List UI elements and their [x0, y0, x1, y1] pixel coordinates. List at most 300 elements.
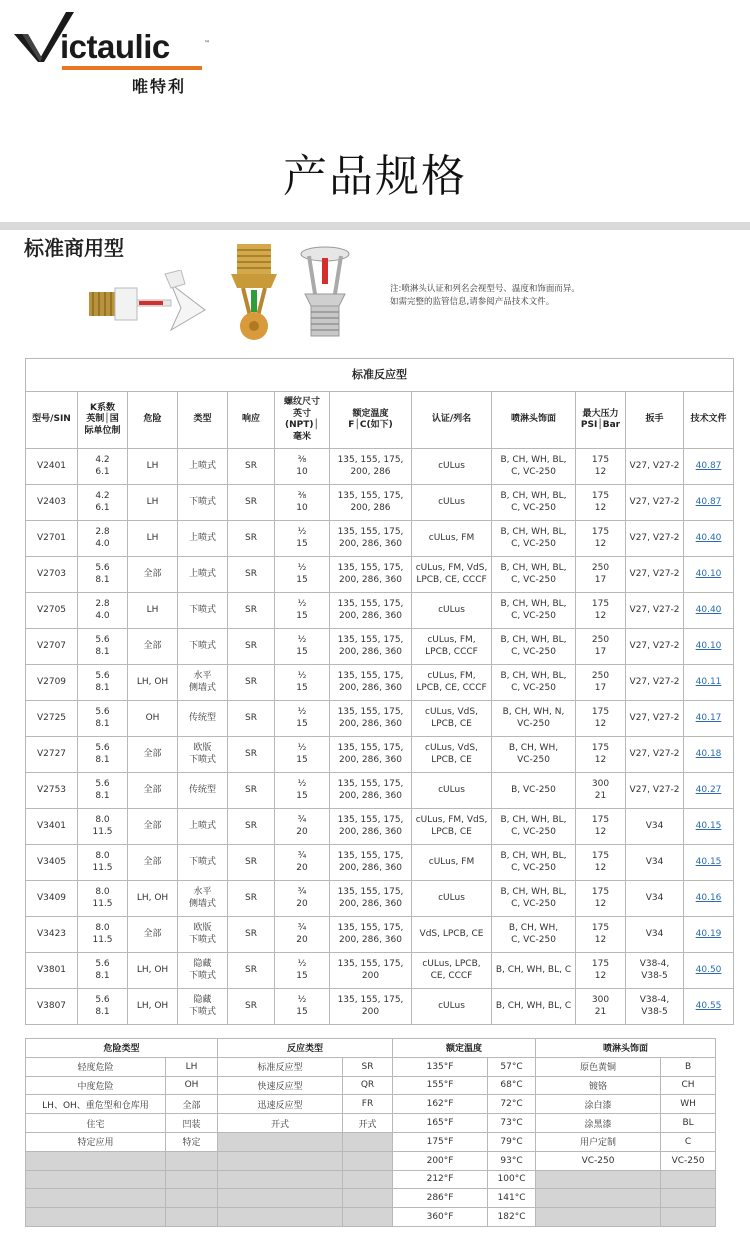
tech-doc-link[interactable]: 40.15: [695, 856, 722, 867]
cell-finish-line: B, CH, WH, BL, C: [495, 1000, 572, 1011]
legend-temp-f: 155°F: [393, 1076, 488, 1095]
tech-doc-link[interactable]: 40.87: [695, 496, 722, 507]
legend-finish-code: VC-250: [661, 1151, 716, 1170]
cell-model-line: V2703: [36, 568, 67, 579]
cell-temperature: [330, 845, 412, 881]
legend-header-temperature: 额定温度: [393, 1039, 536, 1058]
cell-listing-line: cULus: [438, 496, 465, 507]
cell-pressure-line: 12: [594, 862, 607, 873]
cell-wrench-line: V27, V27-2: [629, 460, 680, 471]
cell-thread-line: 20: [296, 898, 308, 909]
cell-response-line: SR: [245, 1000, 257, 1011]
legend-row: [26, 1114, 716, 1133]
cell-hazard: [128, 557, 178, 593]
cell-doc[interactable]: [684, 989, 734, 1025]
cell-wrench-line: V34: [645, 892, 664, 903]
cell-response: [228, 485, 275, 521]
cell-k-factor: [78, 917, 128, 953]
cell-response: [228, 701, 275, 737]
cell-doc[interactable]: [684, 557, 734, 593]
cell-thread-line: 15: [296, 790, 308, 801]
legend-finish-code: [661, 1189, 716, 1208]
cell-temperature-line: 135, 155, 175,: [337, 455, 404, 465]
cell-finish: [492, 701, 576, 737]
cell-finish: [492, 881, 576, 917]
cell-hazard: [128, 989, 178, 1025]
legend-finish-code: BL: [661, 1114, 716, 1133]
cell-doc[interactable]: [684, 593, 734, 629]
cell-model: [26, 737, 78, 773]
legend-temp-c: 141°C: [488, 1189, 536, 1208]
tech-doc-link[interactable]: 40.55: [695, 1000, 722, 1011]
cell-temperature: [330, 701, 412, 737]
cell-finish-line: VC-250: [517, 718, 550, 729]
cell-hazard-line: 全部: [143, 748, 162, 759]
legend-finish-name: VC-250: [536, 1151, 661, 1170]
cell-wrench-line: V38-5: [641, 1006, 668, 1017]
tech-doc-link[interactable]: 40.10: [695, 568, 722, 579]
tech-doc-link[interactable]: 40.10: [695, 640, 722, 651]
cell-listing-line: cULus, FM: [428, 856, 475, 867]
legend-finish-name: 涂黑漆: [536, 1114, 661, 1133]
cell-pressure: [576, 557, 626, 593]
cell-doc[interactable]: [684, 485, 734, 521]
cell-finish-line: C, VC-250: [511, 898, 556, 909]
legend-temp-c: 68°C: [488, 1076, 536, 1095]
legend-finish-name: [536, 1189, 661, 1208]
cell-temperature-line: 200, 286: [350, 502, 391, 513]
cell-hazard-line: LH, OH: [136, 1000, 169, 1011]
cell-finish-line: C, VC-250: [511, 646, 556, 657]
legend-finish-name: 涂白漆: [536, 1095, 661, 1114]
cell-doc[interactable]: [684, 953, 734, 989]
cell-temperature: [330, 665, 412, 701]
col-header-doc: 技术文件: [684, 392, 734, 449]
cell-hazard-line: 全部: [143, 568, 162, 579]
note-line: 注:喷淋头认证和列名会视型号、温度和饰面而异。: [390, 284, 580, 294]
cell-pressure-line: 21: [594, 1006, 607, 1017]
legend-temp-f: 135°F: [393, 1057, 488, 1076]
cell-listing: [412, 881, 492, 917]
cell-temperature: [330, 521, 412, 557]
cell-pressure: [576, 809, 626, 845]
cell-thread: [275, 665, 330, 701]
cell-doc[interactable]: [684, 701, 734, 737]
cell-finish-line: C, VC-250: [511, 574, 556, 585]
cell-temperature-line: 135, 155, 175,: [337, 671, 404, 681]
brass-pendent-sprinkler-image: [225, 240, 285, 350]
cell-type: [178, 557, 228, 593]
cell-doc[interactable]: [684, 737, 734, 773]
cell-listing-line: cULus, VdS,: [425, 743, 478, 753]
cell-wrench-line: V34: [645, 856, 664, 867]
cell-response-line: SR: [245, 928, 257, 939]
cell-temperature: [330, 881, 412, 917]
cell-k-factor-line: 2.8: [95, 599, 110, 609]
cell-temperature-line: 200, 286, 360: [339, 610, 402, 621]
cell-type: [178, 521, 228, 557]
cell-wrench-line: V27, V27-2: [629, 784, 680, 795]
legend-temp-c: 100°C: [488, 1170, 536, 1189]
cell-thread: [275, 953, 330, 989]
cell-type: [178, 773, 228, 809]
legend-response-name: [218, 1132, 343, 1151]
cell-finish-line: B, CH, WH, BL,: [500, 635, 567, 645]
cell-finish-line: C, VC-250: [511, 682, 556, 693]
cell-pressure: [576, 449, 626, 485]
cell-k-factor-line: 4.2: [95, 491, 110, 501]
cell-type-line: 下喷式: [188, 496, 216, 507]
cell-temperature-line: 200, 286, 360: [339, 538, 402, 549]
cell-model: [26, 773, 78, 809]
cell-pressure-line: 175: [591, 491, 610, 501]
cell-finish-line: C, VC-250: [511, 538, 556, 549]
cell-wrench: [626, 989, 684, 1025]
cell-response: [228, 953, 275, 989]
cell-response: [228, 773, 275, 809]
cell-response: [228, 521, 275, 557]
cell-k-factor-line: 8.0: [95, 887, 110, 897]
cell-type-line: 上喷式: [188, 460, 216, 471]
cell-hazard: [128, 773, 178, 809]
cell-type-line: 隐藏: [193, 959, 212, 969]
table-row: [26, 665, 734, 701]
col-header-k-factor: K系数 英制│国 际单位制: [78, 392, 128, 449]
cell-thread-line: ⅜: [297, 455, 307, 465]
cell-k-factor: [78, 809, 128, 845]
cell-k-factor: [78, 557, 128, 593]
cell-model-line: V2709: [36, 676, 67, 687]
table-row: [26, 773, 734, 809]
legend-finish-code: B: [661, 1057, 716, 1076]
legend-header-finish: 喷淋头饰面: [536, 1039, 716, 1058]
cell-hazard: [128, 737, 178, 773]
cell-type-line: 上喷式: [188, 568, 216, 579]
cell-listing: [412, 449, 492, 485]
cell-thread-line: ½: [297, 635, 307, 645]
cell-pressure-line: 12: [594, 934, 607, 945]
cell-pressure-line: 250: [591, 563, 610, 573]
cell-type-line: 上喷式: [188, 532, 216, 543]
cell-hazard: [128, 449, 178, 485]
legend-hazard-name: [26, 1208, 166, 1227]
cell-response-line: SR: [245, 712, 257, 723]
legend-finish-name: [536, 1170, 661, 1189]
cell-type-line: 欧版: [193, 923, 212, 933]
cell-finish: [492, 809, 576, 845]
cell-response-line: SR: [245, 964, 257, 975]
cell-k-factor-line: 11.5: [92, 898, 113, 909]
col-header-model: 型号/SIN: [26, 392, 78, 449]
cell-temperature-line: 200, 286, 360: [339, 682, 402, 693]
cell-finish-line: B, CH, WH, BL,: [500, 887, 567, 897]
cell-pressure-line: 300: [591, 995, 610, 1005]
section-title: 标准商用型: [24, 236, 124, 260]
cell-type: [178, 809, 228, 845]
cell-finish-line: C, VC-250: [511, 826, 556, 837]
cell-pressure-line: 12: [594, 754, 607, 765]
legend-response-name: 标准反应型: [218, 1057, 343, 1076]
legend-response-name: 迅速反应型: [218, 1095, 343, 1114]
cell-wrench: [626, 809, 684, 845]
legend-temp-c: 79°C: [488, 1132, 536, 1151]
cell-model: [26, 485, 78, 521]
cell-listing-line: cULus: [438, 1000, 465, 1011]
table-row: [26, 989, 734, 1025]
cell-finish-line: C, VC-250: [511, 466, 556, 477]
cell-finish: [492, 773, 576, 809]
cell-k-factor: [78, 521, 128, 557]
cell-thread-line: 10: [296, 502, 308, 513]
cell-hazard-line: 全部: [143, 856, 162, 867]
cell-pressure-line: 175: [591, 527, 610, 537]
cell-doc[interactable]: [684, 809, 734, 845]
cell-type-line: 隐藏: [193, 995, 212, 1005]
cell-listing-line: cULus, FM,: [427, 671, 476, 681]
cell-thread-line: ½: [297, 779, 307, 789]
cell-pressure: [576, 953, 626, 989]
cell-k-factor-line: 5.6: [95, 707, 110, 717]
cell-finish-line: B, CH, WH, BL,: [500, 455, 567, 465]
cell-wrench: [626, 773, 684, 809]
tech-doc-link[interactable]: 40.17: [695, 712, 722, 723]
cell-listing-line: LPCB, CE: [431, 754, 472, 765]
cell-response-line: SR: [245, 892, 257, 903]
cell-temperature: [330, 629, 412, 665]
cell-thread: [275, 809, 330, 845]
cell-k-factor-line: 8.1: [95, 682, 110, 693]
cell-pressure-line: 175: [591, 851, 610, 861]
cell-finish: [492, 521, 576, 557]
cell-finish-line: C, VC-250: [511, 934, 556, 945]
legend-hazard-name: 特定应用: [26, 1132, 166, 1151]
cell-k-factor-line: 8.1: [95, 574, 110, 585]
cell-hazard-line: LH, OH: [136, 676, 169, 687]
cell-pressure: [576, 629, 626, 665]
cell-pressure-line: 250: [591, 635, 610, 645]
cell-k-factor-line: 6.1: [95, 502, 110, 513]
legend-hazard-code: 特定: [166, 1132, 218, 1151]
legend-response-code: 开式: [343, 1114, 393, 1133]
legend-temp-f: 162°F: [393, 1095, 488, 1114]
cell-model: [26, 989, 78, 1025]
cell-temperature-line: 135, 155, 175,: [337, 887, 404, 897]
tech-doc-link[interactable]: 40.50: [695, 964, 722, 975]
legend-response-code: [343, 1170, 393, 1189]
legend-hazard-code: [166, 1189, 218, 1208]
cell-pressure-line: 12: [594, 718, 607, 729]
cell-model-line: V3423: [36, 928, 67, 939]
cell-pressure: [576, 701, 626, 737]
tech-doc-link[interactable]: 40.40: [695, 604, 722, 615]
cell-model-line: V2725: [36, 712, 67, 723]
cell-pressure-line: 12: [594, 898, 607, 909]
cell-type-line: 下喷式: [188, 856, 216, 867]
cell-wrench-line: V27, V27-2: [629, 604, 680, 615]
cell-hazard: [128, 701, 178, 737]
cell-doc[interactable]: [684, 845, 734, 881]
cell-k-factor: [78, 665, 128, 701]
cell-thread: [275, 773, 330, 809]
cell-listing-line: LPCB, CE, CCCF: [416, 574, 487, 585]
cell-temperature-line: 200, 286, 360: [339, 754, 402, 765]
cell-finish: [492, 845, 576, 881]
table-caption: 标准反应型: [26, 359, 734, 392]
trademark-symbol: ™: [204, 40, 210, 47]
cell-temperature-line: 200, 286, 360: [339, 574, 402, 585]
legend-hazard-name: 住宅: [26, 1114, 166, 1133]
cell-doc[interactable]: [684, 881, 734, 917]
cell-temperature-line: 135, 155, 175,: [337, 707, 404, 717]
cell-k-factor-line: 2.8: [95, 527, 110, 537]
cell-model: [26, 881, 78, 917]
legend-hazard-name: 中度危险: [26, 1076, 166, 1095]
legend-response-name: 快速反应型: [218, 1076, 343, 1095]
table-row: [26, 881, 734, 917]
cell-type: [178, 737, 228, 773]
cell-listing: [412, 809, 492, 845]
cell-hazard: [128, 809, 178, 845]
cell-k-factor-line: 11.5: [92, 826, 113, 837]
col-header-temperature: 额定温度 F│C(如下): [330, 392, 412, 449]
tech-doc-link[interactable]: 40.16: [695, 892, 722, 903]
cell-wrench: [626, 953, 684, 989]
cell-pressure: [576, 917, 626, 953]
cell-thread-line: ½: [297, 671, 307, 681]
victaulic-logo: [14, 10, 214, 96]
cell-thread-line: ½: [297, 563, 307, 573]
legend-header-hazard: 危险类型: [26, 1039, 218, 1058]
legend-hazard-name: 轻度危险: [26, 1057, 166, 1076]
cell-type-line: 上喷式: [188, 820, 216, 831]
table-row: [26, 629, 734, 665]
tech-doc-link[interactable]: 40.27: [695, 784, 722, 795]
cell-k-factor-line: 8.1: [95, 790, 110, 801]
cell-k-factor: [78, 629, 128, 665]
cell-hazard-line: LH, OH: [136, 964, 169, 975]
legend-temp-f: 212°F: [393, 1170, 488, 1189]
legend-row: [26, 1076, 716, 1095]
cell-response-line: SR: [245, 748, 257, 759]
cell-thread-line: 20: [296, 934, 308, 945]
tech-doc-link[interactable]: 40.40: [695, 532, 722, 543]
cell-hazard-line: 全部: [143, 640, 162, 651]
cell-doc[interactable]: [684, 665, 734, 701]
legend-temp-f: 165°F: [393, 1114, 488, 1133]
cell-response: [228, 881, 275, 917]
cell-temperature-line: 200, 286, 360: [339, 898, 402, 909]
cell-model: [26, 629, 78, 665]
cell-wrench-line: V27, V27-2: [629, 640, 680, 651]
cell-finish: [492, 629, 576, 665]
tech-doc-link[interactable]: 40.87: [695, 460, 722, 471]
cell-finish-line: B, CH, WH, BL,: [500, 851, 567, 861]
note-line: 如需完整的监管信息,请参阅产品技术文件。: [390, 297, 555, 307]
cell-listing: [412, 629, 492, 665]
legend-hazard-code: [166, 1170, 218, 1189]
cell-finish: [492, 989, 576, 1025]
cell-thread-line: ¾: [297, 815, 307, 825]
cell-listing-line: cULus, FM, VdS,: [415, 563, 488, 573]
cell-temperature: [330, 989, 412, 1025]
legend-temp-f: 200°F: [393, 1151, 488, 1170]
cell-pressure: [576, 485, 626, 521]
cell-thread: [275, 485, 330, 521]
cell-response: [228, 665, 275, 701]
legend-finish-name: 用户定制: [536, 1132, 661, 1151]
cell-finish-line: C, VC-250: [511, 502, 556, 513]
cell-doc[interactable]: [684, 773, 734, 809]
tech-doc-link[interactable]: 40.19: [695, 928, 722, 939]
cell-thread-line: 20: [296, 862, 308, 873]
cell-thread: [275, 593, 330, 629]
legend-finish-name: [536, 1208, 661, 1227]
cell-wrench: [626, 737, 684, 773]
cell-doc[interactable]: [684, 917, 734, 953]
table-row: [26, 917, 734, 953]
legend-row: [26, 1151, 716, 1170]
cell-temperature: [330, 917, 412, 953]
cell-pressure: [576, 989, 626, 1025]
cell-k-factor-line: 8.1: [95, 1006, 110, 1017]
tech-doc-link[interactable]: 40.11: [695, 676, 722, 687]
cell-type: [178, 989, 228, 1025]
cell-k-factor: [78, 593, 128, 629]
tech-doc-link[interactable]: 40.18: [695, 748, 722, 759]
cell-k-factor-line: 5.6: [95, 959, 110, 969]
cell-finish: [492, 953, 576, 989]
cell-model: [26, 449, 78, 485]
cell-k-factor: [78, 773, 128, 809]
cell-wrench: [626, 665, 684, 701]
cell-listing: [412, 845, 492, 881]
cell-doc[interactable]: [684, 449, 734, 485]
cell-doc[interactable]: [684, 521, 734, 557]
cell-listing-line: cULus: [438, 784, 465, 795]
cell-thread-line: ½: [297, 995, 307, 1005]
legend-row: [26, 1132, 716, 1151]
tech-doc-link[interactable]: 40.15: [695, 820, 722, 831]
legend-hazard-code: [166, 1151, 218, 1170]
legend-row: [26, 1208, 716, 1227]
cell-wrench-line: V34: [645, 928, 664, 939]
legend-temp-f: 286°F: [393, 1189, 488, 1208]
legend-hazard-code: LH: [166, 1057, 218, 1076]
legend-finish-code: CH: [661, 1076, 716, 1095]
cell-type-line: 下喷式: [188, 1006, 216, 1017]
cell-listing: [412, 953, 492, 989]
cell-listing: [412, 773, 492, 809]
cell-thread: [275, 845, 330, 881]
cell-finish-line: B, CH, WH,: [508, 743, 559, 753]
cell-k-factor-line: 8.0: [95, 815, 110, 825]
cell-pressure-line: 175: [591, 707, 610, 717]
cell-wrench: [626, 449, 684, 485]
cell-model: [26, 917, 78, 953]
cell-thread-line: 15: [296, 610, 308, 621]
cell-k-factor: [78, 701, 128, 737]
cell-doc[interactable]: [684, 629, 734, 665]
cell-response-line: SR: [245, 604, 257, 615]
col-header-listing: 认证/列名: [412, 392, 492, 449]
cell-thread-line: 20: [296, 826, 308, 837]
legend-hazard-code: OH: [166, 1076, 218, 1095]
cell-pressure: [576, 521, 626, 557]
legend-response-name: 开式: [218, 1114, 343, 1133]
cell-k-factor-line: 8.1: [95, 646, 110, 657]
legend-row: [26, 1095, 716, 1114]
cell-k-factor: [78, 449, 128, 485]
